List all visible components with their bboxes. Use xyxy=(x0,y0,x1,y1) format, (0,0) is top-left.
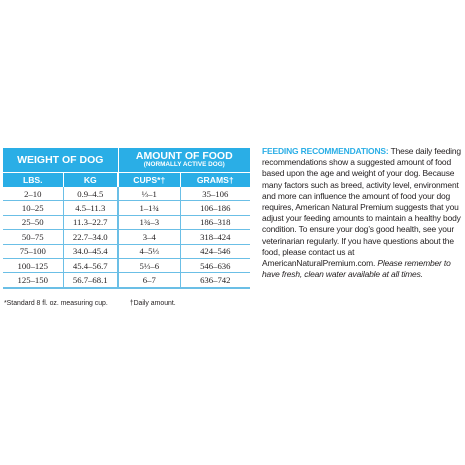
column-header-grams: GRAMS† xyxy=(180,173,250,188)
table-row xyxy=(3,258,250,272)
kg-cell: 45.4–56.7 xyxy=(63,258,118,272)
lbs-cell: 25–50 xyxy=(3,215,63,229)
feeding-table xyxy=(3,148,250,289)
kg-cell: 22.7–34.0 xyxy=(63,230,118,244)
table-row xyxy=(3,244,250,258)
amount-of-food-sublabel: (NORMALLY ACTIVE DOG) xyxy=(143,161,225,168)
kg-cell: 4.5–11.3 xyxy=(63,201,118,215)
column-header-kg: KG xyxy=(63,173,118,188)
cups-cell: ⅓–1 xyxy=(118,187,180,201)
table-row xyxy=(3,215,250,229)
lbs-cell: 10–25 xyxy=(3,201,63,215)
table-row xyxy=(3,201,250,215)
grams-cell: 318–424 xyxy=(180,230,250,244)
recommendations-body: These daily feeding recommendations show a suggested amount of food based upon the age and weight of your dog. Because many factors such as breed, activity level, environment and more can influence the amount of food your dog requires, American Natural Premium suggests that you adjust your feeding amounts to maintain a healthy body condition. To ensure your dog’s good health, see your veterinarian regularly. If you have questions about the food, please contact us at AmericanNaturalPremium.com. xyxy=(262,146,461,269)
table-header-row-top xyxy=(3,148,250,173)
grams-cell: 424–546 xyxy=(180,244,250,258)
column-header-cups: CUPS*† xyxy=(118,173,180,188)
cups-cell: 3–4 xyxy=(118,230,180,244)
recommendations-closing: Please remember to have fresh, clean water available at all times. xyxy=(262,258,451,280)
table-row xyxy=(3,187,250,201)
lbs-cell: 100–125 xyxy=(3,258,63,272)
lbs-cell: 125–150 xyxy=(3,273,63,288)
grams-cell: 106–186 xyxy=(180,201,250,215)
lbs-cell: 50–75 xyxy=(3,230,63,244)
footnote-standard-cup: *Standard 8 fl. oz. measuring cup. xyxy=(4,300,108,307)
table-header xyxy=(3,148,250,187)
cups-cell: 5⅓–6 xyxy=(118,258,180,272)
kg-cell: 56.7–68.1 xyxy=(63,273,118,288)
table-row xyxy=(3,273,250,288)
cups-cell: 4–5⅓ xyxy=(118,244,180,258)
kg-cell: 0.9–4.5 xyxy=(63,187,118,201)
table-footnotes xyxy=(4,300,254,307)
kg-cell: 11.3–22.7 xyxy=(63,215,118,229)
footnote-daily-amount: †Daily amount. xyxy=(129,300,176,307)
grams-cell: 35–106 xyxy=(180,187,250,201)
table-header-row-sub xyxy=(3,173,250,188)
cups-cell: 1–1¾ xyxy=(118,201,180,215)
table-row xyxy=(3,230,250,244)
kg-cell: 34.0–45.4 xyxy=(63,244,118,258)
cups-cell: 1¾–3 xyxy=(118,215,180,229)
lbs-cell: 75–100 xyxy=(3,244,63,258)
amount-of-food-header xyxy=(118,148,250,173)
recommendations-title: FEEDING RECOMMENDATIONS: xyxy=(262,146,389,156)
grams-cell: 546–636 xyxy=(180,258,250,272)
column-header-lbs: LBS. xyxy=(3,173,63,188)
table-body xyxy=(3,187,250,288)
lbs-cell: 2–10 xyxy=(3,187,63,201)
amount-of-food-label: AMOUNT OF FOOD xyxy=(135,150,233,162)
cups-cell: 6–7 xyxy=(118,273,180,288)
feeding-recommendations xyxy=(262,146,464,280)
weight-of-dog-header: WEIGHT OF DOG xyxy=(3,148,118,173)
grams-cell: 636–742 xyxy=(180,273,250,288)
grams-cell: 186–318 xyxy=(180,215,250,229)
